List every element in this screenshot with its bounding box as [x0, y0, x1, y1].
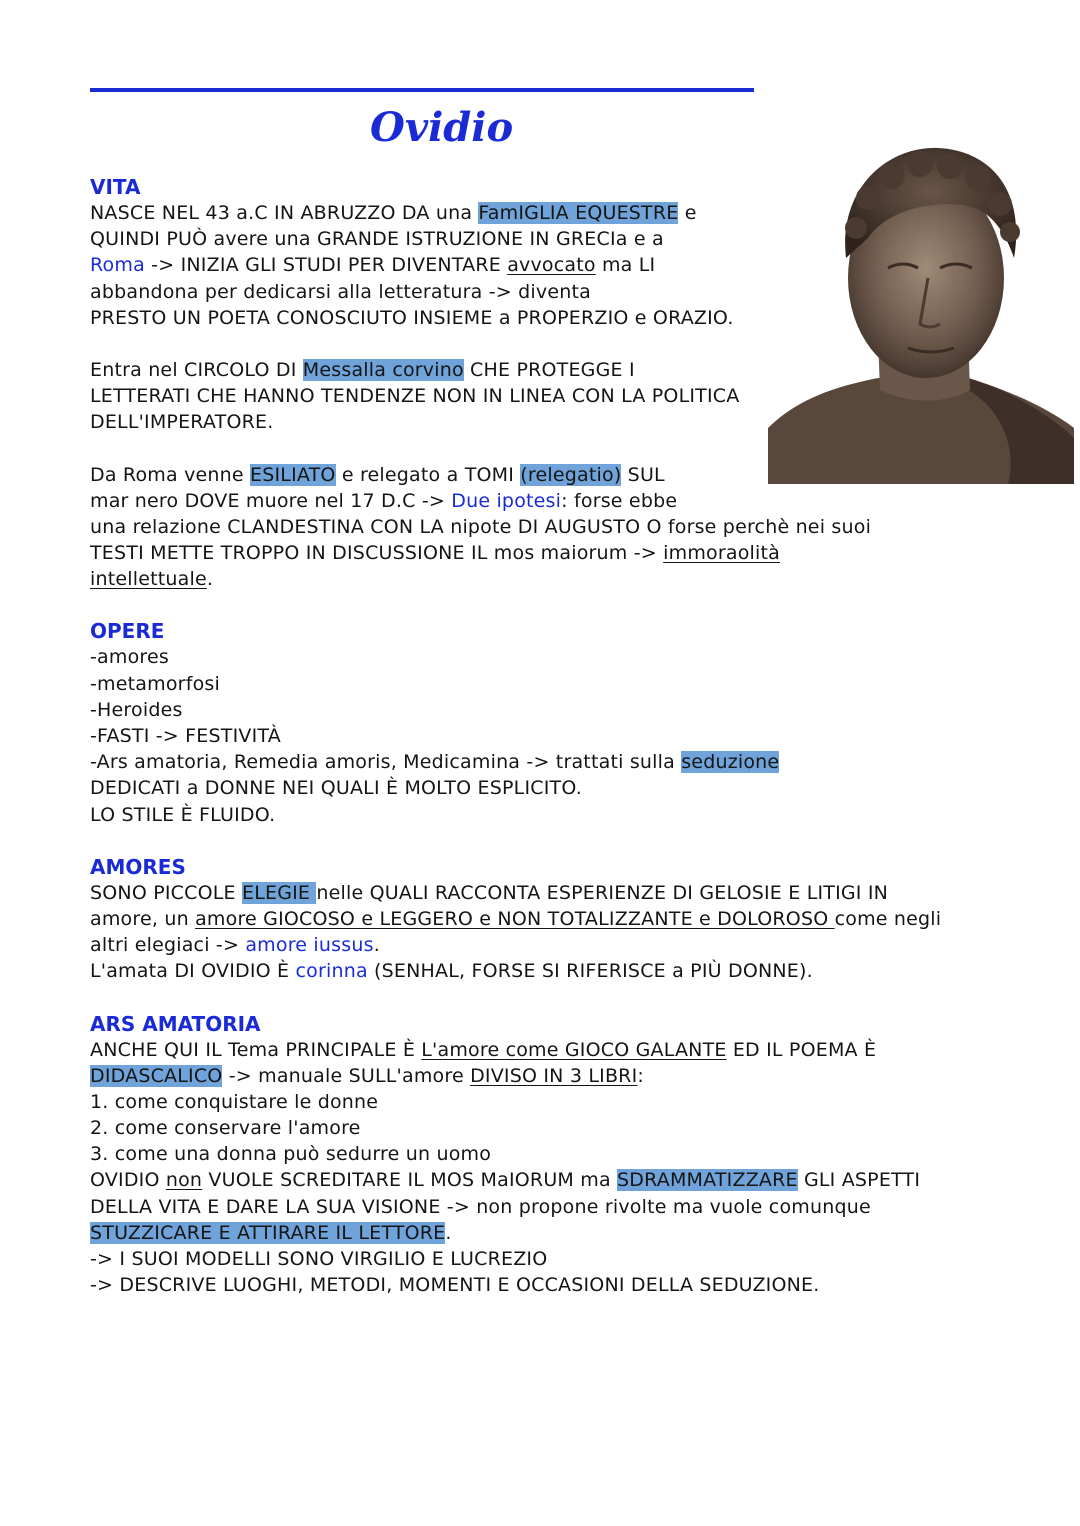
text-line — [90, 252, 990, 278]
text: (SENHAL, FORSE SI RIFERISCE a PIÙ DONNE). — [367, 960, 813, 983]
text-line — [90, 1037, 990, 1063]
text-line — [90, 279, 990, 305]
text: come negli — [834, 907, 942, 930]
text-line — [90, 1063, 990, 1089]
text-line — [90, 200, 990, 226]
text-line — [90, 1167, 990, 1193]
text-line — [90, 958, 990, 984]
text: DELLA VITA E DARE LA SUA VISIONE -> non propone rivolte ma vuole comunque — [90, 1195, 871, 1218]
text: -> INIZIA GLI STUDI PER DIVENTARE — [144, 254, 508, 277]
page-title: Ovidio — [370, 104, 514, 151]
text-line — [90, 462, 990, 488]
underlined-text: L'amore come GIOCO GALANTE — [421, 1038, 727, 1061]
text: Entra nel CIRCOLO DI — [90, 358, 303, 381]
text: VUOLE SCREDITARE IL MOS MaIORUM ma — [202, 1169, 618, 1192]
text-line — [90, 906, 990, 932]
blue-text: amore iussus — [245, 934, 374, 957]
list-item — [90, 749, 990, 775]
underlined-text: immoraolità — [663, 542, 781, 565]
list-item: 2. come conservare l'amore — [90, 1117, 361, 1140]
list-item: -Heroides — [90, 698, 183, 721]
blue-text: corinna — [295, 960, 368, 983]
text: : — [637, 1064, 644, 1087]
highlight: FamIGLIA EQUESTRE — [478, 202, 679, 224]
text: -> manuale SULL'amore — [222, 1064, 471, 1087]
list-item: -metamorfosi — [90, 672, 220, 695]
text: GLI ASPETTI — [797, 1169, 921, 1192]
text-line: LO STILE È FLUIDO. — [90, 803, 276, 826]
list-item: 3. come una donna può sedurre un uomo — [90, 1143, 492, 1166]
underlined-text: DIVISO IN 3 LIBRI — [470, 1064, 638, 1087]
text: mar nero DOVE muore nel 17 D.C -> — [90, 489, 452, 512]
text-line — [90, 488, 990, 514]
text: ANCHE QUI IL Tema PRINCIPALE È — [90, 1038, 422, 1061]
text: altri elegiaci -> — [90, 934, 246, 957]
highlight: ESILIATO — [250, 463, 336, 486]
highlight: seduzione — [681, 751, 780, 774]
text: e relegato a TOMI — [335, 463, 521, 486]
list-item: -amores — [90, 646, 170, 669]
section-heading-vita: VITA — [90, 175, 141, 199]
text: Da Roma venne — [90, 463, 251, 486]
highlight: SDRAMMATIZZARE — [617, 1169, 798, 1192]
text-line — [90, 305, 990, 331]
highlight: Messalla corvino — [302, 358, 464, 381]
title-rule — [90, 88, 754, 92]
underlined-text: amore GIOCOSO e LEGGERO e NON TOTALIZZANTE e DOLOROSO — [195, 907, 835, 930]
text: L'amata DI OVIDIO È — [90, 960, 296, 983]
underlined-text: intellettuale — [90, 568, 207, 591]
blue-text: Roma — [90, 254, 145, 277]
text-line — [90, 409, 990, 435]
text: ma LI — [595, 254, 656, 277]
section-heading-opere: OPERE — [90, 619, 165, 644]
text: amore, un — [90, 907, 196, 930]
list-item: -> I SUOI MODELLI SONO VIRGILIO E LUCREZIO — [90, 1248, 548, 1270]
text: NASCE NEL 43 a.C IN ABRUZZO DA una — [90, 202, 479, 224]
text: abbandona per dedicarsi alla letteratura -> diventa — [90, 280, 591, 303]
text-line: DEDICATI a DONNE NEI QUALI È MOLTO ESPLICITO. — [90, 777, 582, 800]
document-body — [90, 174, 990, 1298]
blue-text: Due ipotesi — [451, 489, 562, 512]
highlight: (relegatio) — [520, 463, 622, 486]
highlight: STUZZICARE E ATTIRARE IL LETTORE — [90, 1221, 446, 1244]
underlined-text: avvocato — [507, 254, 596, 277]
text-line — [90, 1220, 990, 1246]
list-item: 1. come conquistare le donne — [90, 1090, 379, 1113]
text: . — [206, 568, 214, 591]
highlight: DIDASCALICO — [90, 1064, 223, 1087]
text-line — [90, 514, 990, 540]
text-line — [90, 566, 990, 592]
text: e — [678, 202, 697, 224]
text: . — [373, 934, 380, 957]
text: SUL — [621, 463, 665, 486]
text-line — [90, 226, 990, 252]
text: DELL'IMPERATORE. — [90, 411, 274, 434]
text: LETTERATI CHE HANNO TENDENZE NON IN LINEA CON LA POLITICA — [90, 385, 740, 408]
list-item: -FASTI -> FESTIVITÀ — [90, 725, 281, 747]
text: : forse ebbe — [561, 489, 678, 512]
text-line — [90, 357, 990, 383]
section-heading-amores: AMORES — [90, 854, 186, 879]
highlight: ELEGIE — [242, 881, 317, 904]
text: una relazione CLANDESTINA CON LA nipote DI AUGUSTO O forse perchè nei suoi — [90, 515, 872, 538]
text: . — [445, 1221, 452, 1244]
text: PRESTO UN POETA CONOSCIUTO INSIEME a PROPERZIO e ORAZIO. — [90, 306, 734, 329]
text-line — [90, 880, 990, 906]
text: nelle QUALI RACCONTA ESPERIENZE DI GELOSIE E LITIGI IN — [316, 881, 889, 904]
text: TESTI METTE TROPPO IN DISCUSSIONE IL mos maiorum -> — [90, 542, 664, 565]
text-line — [90, 1194, 990, 1220]
text-line — [90, 383, 990, 409]
text: ED IL POEMA È — [726, 1038, 877, 1061]
text: SONO PICCOLE — [90, 881, 243, 904]
text: QUINDI PUÒ avere una GRANDE ISTRUZIONE IN GRECIa e a — [90, 228, 664, 251]
text: CHE PROTEGGE I — [463, 358, 635, 381]
text: -Ars amatoria, Remedia amoris, Medicamina -> trattati sulla — [90, 751, 682, 774]
section-heading-ars-amatoria: ARS AMATORIA — [90, 1011, 261, 1036]
text-line — [90, 540, 990, 566]
text-line — [90, 932, 990, 958]
text: OVIDIO — [90, 1169, 166, 1192]
underlined-text: non — [165, 1169, 203, 1192]
list-item: -> DESCRIVE LUOGHI, METODI, MOMENTI E OCCASIONI DELLA SEDUZIONE. — [90, 1274, 820, 1297]
